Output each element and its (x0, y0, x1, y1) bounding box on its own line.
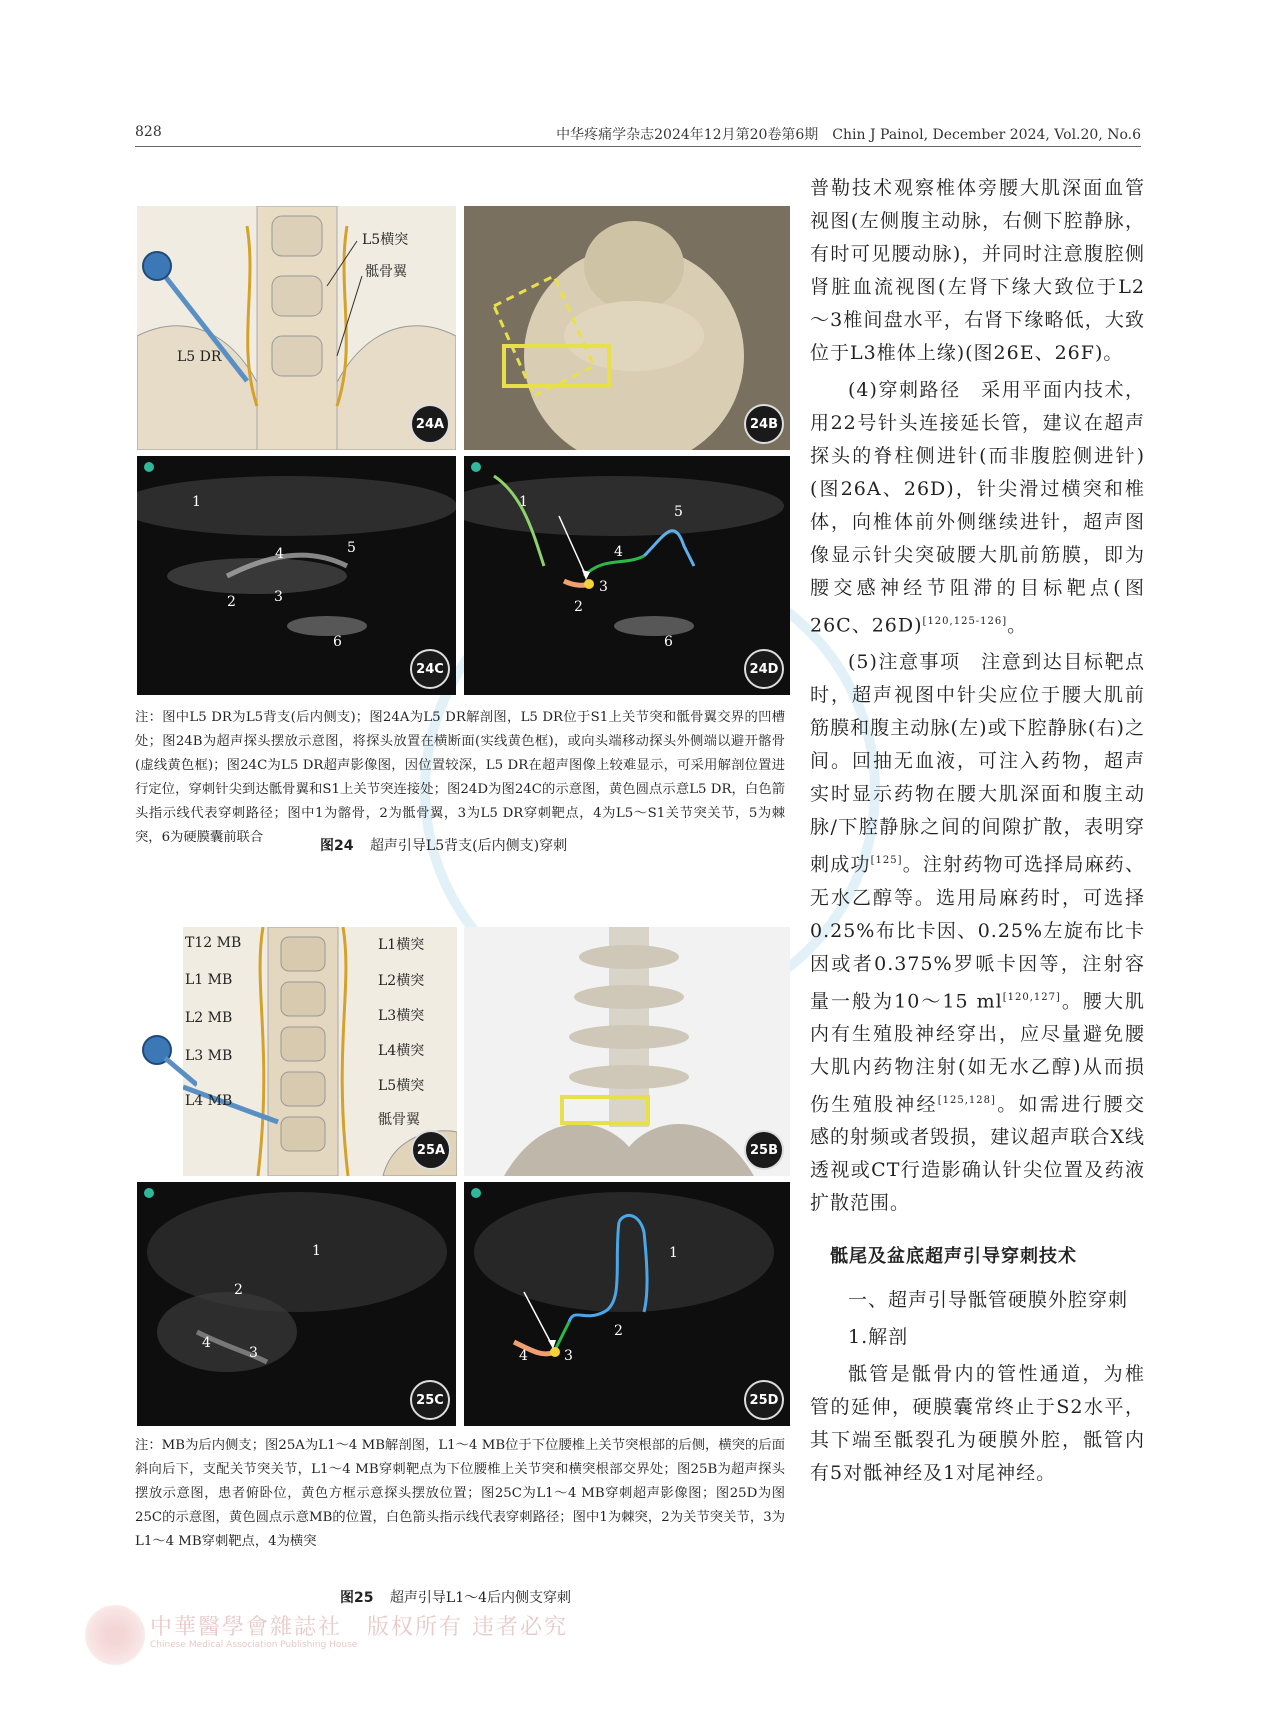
us25d-label-1: 1 (669, 1245, 678, 1261)
figure25-panel-d (464, 1182, 790, 1426)
header-rule (135, 146, 1141, 147)
badge-25b: 25B (744, 1130, 784, 1170)
figure25-caption (340, 1587, 571, 1607)
paragraph-3-ref2: [120,127] (1002, 991, 1061, 1003)
paragraph-2-ref: [120,125-126] (922, 616, 1008, 627)
figure25-panel-b (464, 927, 790, 1176)
paragraph-2-end: 。 (1007, 614, 1028, 637)
figure24-panel-b (464, 206, 790, 450)
us25c-label-4: 4 (202, 1335, 211, 1351)
us24c-label-1: 1 (192, 494, 201, 510)
label-l2-transverse: L2横突 (378, 973, 425, 989)
section-title: 骶尾及盆底超声引导穿刺技术 (830, 1246, 1077, 1268)
publisher-cn: 中華醫學會雜誌社 (150, 1615, 343, 1640)
label-l1-mb: L1 MB (185, 972, 233, 988)
ultrasound-image-25c (137, 1182, 456, 1426)
label-sacral-ala-25a: 骶骨翼 (378, 1112, 420, 1128)
paragraph-2-text: (4)穿刺路径 采用平面内技术，用22号针头连接延长管，建议在超声探头的脊柱侧进针(而非腹腔侧进针)(图26A、26D)，针尖滑过横突和椎体，向椎体前外侧继续进针，超声图像显示针尖突破腰大肌前筋膜，即为腰交感神经节阻滞的目标靶点(图26C、26D) (810, 379, 1145, 637)
us24c-label-5: 5 (347, 540, 356, 556)
skeleton-photo-24b (464, 206, 790, 450)
ultrasound-diagram-24d (464, 456, 790, 695)
paragraph-3-ref: [125] (870, 855, 903, 867)
us25d-label-2: 2 (614, 1323, 623, 1339)
publisher-logo (85, 1605, 145, 1665)
ultrasound-diagram-25d (464, 1182, 790, 1426)
paragraph-3-text-b: 。注射药物可选择局麻药、无水乙醇等。选用局麻药时，可选择0.25%布比卡因、0.25%左旋布比卡因或者0.375%罗哌卡因等，注射容量一般为10～15 ml (810, 853, 1145, 1012)
label-l1-transverse: L1横突 (378, 937, 425, 953)
us25d-label-4: 4 (519, 1348, 528, 1364)
badge-24d: 24D (744, 649, 784, 689)
label-t12-mb: T12 MB (185, 935, 242, 951)
badge-24a: 24A (410, 404, 450, 444)
figure25-panel-c (137, 1182, 456, 1426)
label-l3-mb: L3 MB (185, 1048, 233, 1064)
label-l2-mb: L2 MB (185, 1010, 233, 1026)
figure25-caption-text: 超声引导L1～4后内侧支穿刺 (389, 1590, 572, 1606)
anatomy-illustration-24a (137, 206, 456, 450)
figure24-panel-d (464, 456, 790, 695)
paragraph-3-text: (5)注意事项 注意到达目标靶点时，超声视图中针尖应位于腰大肌前筋膜和腹主动脉(左)或下腔静脉(右)之间。回抽无血液，可注入药物，超声实时显示药物在腰大肌深面和腹主动脉/下腔静脉之间的间隙扩散，表明穿刺成功 (810, 651, 1145, 876)
figure25-panel-a (183, 927, 457, 1176)
page-number: 828 (135, 124, 162, 140)
us25c-label-2: 2 (234, 1282, 243, 1298)
figure24-caption (320, 835, 567, 855)
figure24-caption-text: 超声引导L5背支(后内侧支)穿刺 (369, 838, 568, 854)
us24d-label-2: 2 (574, 599, 583, 615)
us24d-label-5: 5 (674, 504, 683, 520)
ultrasound-image-24c (137, 456, 456, 695)
label-l5-dr: L5 DR (177, 349, 222, 365)
journal-header: 中华疼痛学杂志2024年12月第20卷第6期 Chin J Painol, December 2024, Vol.20, No.6 (556, 127, 1141, 143)
skeleton-photo-25b (464, 927, 790, 1176)
us24c-label-6: 6 (333, 634, 342, 650)
subsection-title: 一、超声引导骶管硬膜外腔穿刺 (848, 1289, 1129, 1312)
label-l5-transverse: L5横突 (378, 1078, 425, 1094)
badge-25d: 25D (744, 1380, 784, 1420)
label-l3-transverse: L3横突 (378, 1008, 425, 1024)
badge-24c: 24C (410, 649, 450, 689)
paragraph-3-text-c: 。腰大肌内有生殖股神经穿出，应尽量避免腰大肌内药物注射(如无水乙醇)从而损伤生殖股神经 (810, 989, 1145, 1116)
badge-25c: 25C (410, 1380, 450, 1420)
paragraph-3 (810, 646, 1145, 1220)
figure24-note: 注：图中L5 DR为L5背支(后内侧支)；图24A为L5 DR解剖图，L5 DR位于S1上关节突和骶骨翼交界的凹槽处；图24B为超声探头摆放示意图，将探头放置在横断面(实线黄色框)，或向头端移动探头外侧端以避开髂骨(虚线黄色框)；图24C为L5 DR超声影像图，因位置较深，L5 DR在超声图像上较难显示，可采用解剖位置进行定位，穿刺针尖到达骶骨翼和S1上关节突连接处；图24D为图24C的示意图，黄色圆点示意L5 DR，白色箭头指示线代表穿刺路径；图中1为髂骨，2为骶骨翼，3为L5 DR穿刺靶点，4为L5～S1关节突关节，5为棘突，6为硬膜囊前联合 (135, 710, 785, 845)
badge-24b: 24B (744, 404, 784, 444)
label-l5-transverse: L5横突 (362, 232, 409, 248)
us24c-label-2: 2 (227, 594, 236, 610)
figure24-caption-num: 图24 (320, 838, 354, 854)
figure24-panel-a (137, 206, 456, 450)
figure25-note: 注：MB为后内侧支；图25A为L1～4 MB解剖图，L1～4 MB位于下位腰椎上关节突根部的后侧，横突的后面斜向后下，支配关节突关节，L1～4 MB穿刺靶点为下位腰椎上关节突和横突根部交界处；图25B为超声探头摆放示意图，患者俯卧位，黄色方框示意探头摆放位置；图25C为L1～4 MB穿刺超声影像图；图25D为图25C的示意图，黄色圆点示意MB的位置，白色箭头指示线代表穿刺路径；图中1为棘突，2为关节突关节，3为L1～4 MB穿刺靶点，4为横突 (135, 1438, 785, 1549)
us25c-label-1: 1 (312, 1243, 321, 1259)
us24c-label-4: 4 (275, 546, 284, 562)
us24d-label-3: 3 (599, 579, 608, 595)
us25c-label-3: 3 (249, 1345, 258, 1361)
us24d-label-6: 6 (664, 634, 673, 650)
label-l4-mb: L4 MB (185, 1093, 233, 1109)
right-column (810, 172, 1145, 1494)
label-l4-transverse: L4横突 (378, 1043, 425, 1059)
paragraph-1: 普勒技术观察椎体旁腰大肌深面血管视图(左侧腹主动脉，右侧下腔静脉，有时可见腰动脉)，并同时注意腹腔侧肾脏血流视图(左肾下缘大致位于L2～3椎间盘水平，右肾下缘略低，大致位于L3椎体上缘)(图26E、26F)。 (810, 177, 1145, 364)
us24d-label-4: 4 (614, 544, 623, 560)
figure25-caption-num: 图25 (340, 1590, 374, 1606)
us25d-label-3: 3 (564, 1348, 573, 1364)
paragraph-4: 骶管是骶骨内的管性通道，为椎管的延伸，硬膜囊常终止于S2水平，其下端至骶裂孔为硬膜外腔，骶管内有5对骶神经及1对尾神经。 (810, 1363, 1145, 1485)
paragraph-2 (810, 374, 1145, 642)
badge-25a: 25A (411, 1130, 451, 1170)
us24c-label-3: 3 (274, 589, 283, 605)
subsection-2-title: 1.解剖 (848, 1326, 909, 1349)
us24d-label-1: 1 (519, 494, 528, 510)
paragraph-3-ref3: [125,128] (937, 1094, 996, 1106)
paragraph-3-text-d: 。如需进行腰交感的射频或者毁损，建议超声联合X线透视或CT行造影确认针尖位置及药液扩散范围。 (810, 1093, 1145, 1215)
label-sacral-ala: 骶骨翼 (365, 264, 407, 280)
publisher-en: Chinese Medical Association Publishing House (150, 1640, 358, 1650)
rights-text: 版权所有 违者必究 (367, 1615, 569, 1640)
syringe-icon (137, 1030, 197, 1090)
publisher-name (150, 1610, 568, 1641)
figure24-panel-c (137, 456, 456, 695)
